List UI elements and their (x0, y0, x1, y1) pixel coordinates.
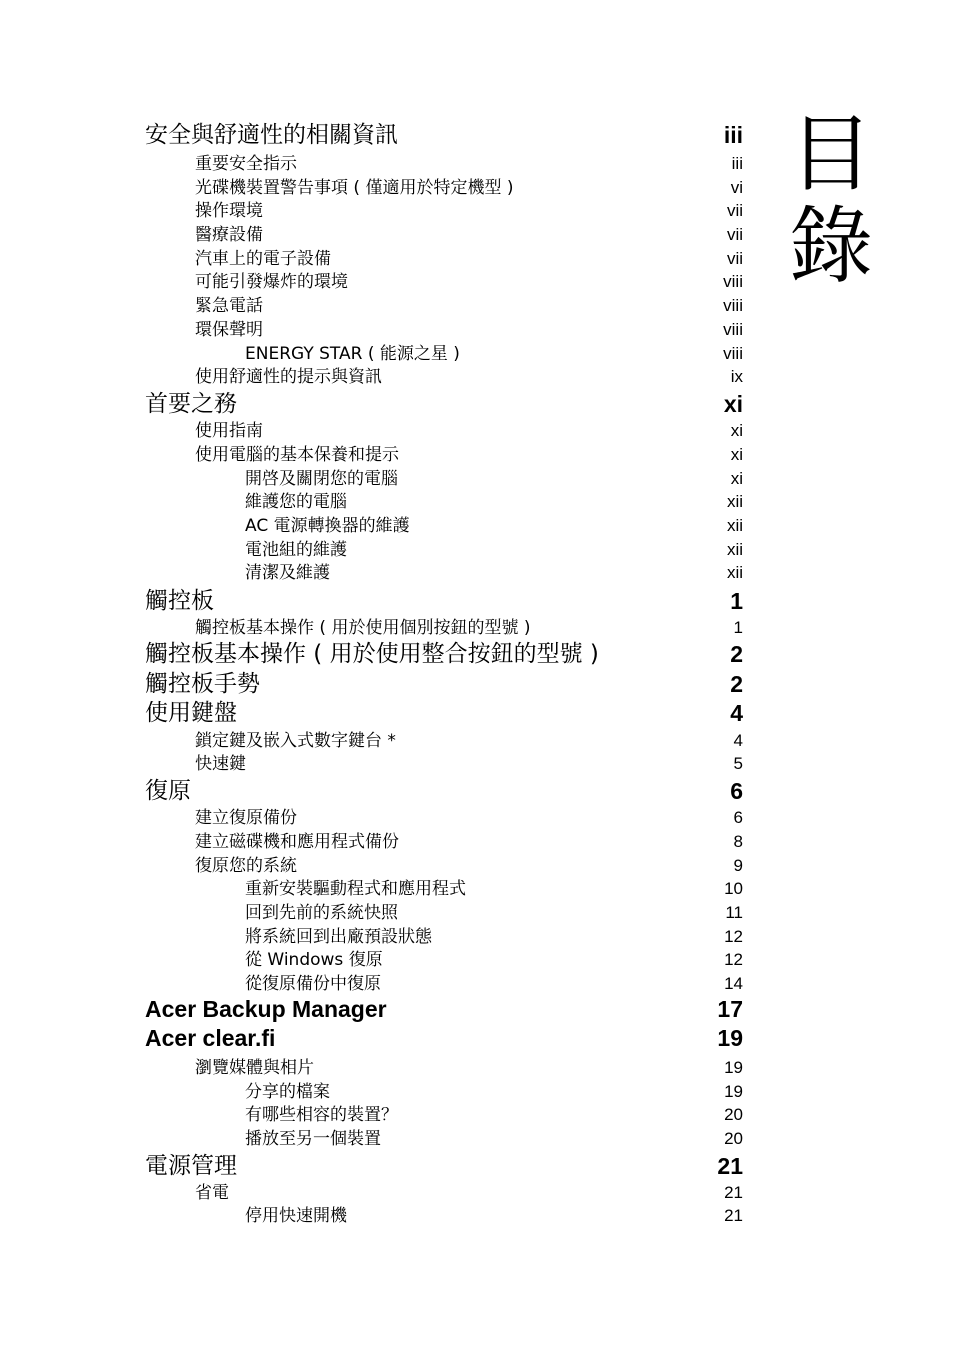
toc-entry[interactable] (0, 364, 954, 388)
toc-entry-title: 汽車上的電子設備 (195, 249, 331, 269)
toc-entry-title: 觸控板基本操作 ( 用於使用整合按鈕的型號 ) (145, 641, 599, 667)
toc-entry[interactable] (0, 947, 954, 971)
toc-entry-page: xi (723, 391, 743, 417)
toc-entry[interactable] (0, 993, 954, 1023)
toc-entry[interactable] (0, 853, 954, 877)
toc-entry-title: 觸控板 (145, 588, 214, 614)
toc-entry[interactable] (0, 293, 954, 317)
toc-entry-page: xi (730, 469, 743, 488)
toc-entry[interactable] (0, 1203, 954, 1227)
toc-entry-title: 復原 (145, 778, 191, 804)
toc-entry[interactable] (0, 876, 954, 900)
toc-entry-page: 21 (717, 1153, 743, 1179)
chapter-title-char-2: 錄 (788, 197, 873, 295)
toc-entry[interactable] (0, 513, 954, 537)
toc-entry[interactable] (0, 1102, 954, 1126)
toc-entry-page: 12 (724, 927, 743, 946)
toc-entry-page: 4 (733, 731, 743, 750)
toc-entry[interactable] (0, 971, 954, 995)
toc-entry-page: 9 (733, 856, 743, 875)
toc-entry-page: viii (723, 272, 743, 291)
toc-entry-title: 首要之務 (145, 391, 237, 417)
toc-entry[interactable] (0, 317, 954, 341)
toc-entry-page: vii (726, 201, 743, 220)
toc-entry[interactable] (0, 341, 954, 365)
toc-entry-page: viii (723, 296, 743, 315)
toc-entry[interactable] (0, 1180, 954, 1204)
toc-entry[interactable] (0, 638, 954, 668)
toc-entry-page: iii (731, 154, 743, 173)
toc-entry-page: 4 (730, 700, 743, 726)
toc-entry-title: Acer Backup Manager (145, 996, 387, 1022)
toc-entry-page: xii (726, 492, 743, 511)
toc-entry-title: 從 Windows 復原 (245, 950, 383, 970)
toc-entry-page: vii (726, 249, 743, 268)
toc-entry[interactable] (0, 805, 954, 829)
toc-entry-title: 有哪些相容的裝置？ (245, 1105, 398, 1125)
toc-entry[interactable] (0, 668, 954, 698)
toc-entry-title: 可能引發爆炸的環境 (195, 272, 348, 292)
toc-entry-title: 電池組的維護 (245, 540, 347, 560)
toc-entry-title: 觸控板基本操作 ( 用於使用個別按鈕的型號 ) (195, 618, 531, 638)
toc-entry-page: 10 (724, 879, 743, 898)
toc-entry[interactable] (0, 119, 954, 149)
toc-entry-page: 2 (730, 671, 743, 697)
toc-entry-page: 19 (724, 1058, 743, 1077)
toc-entry-title: 鎖定鍵及嵌入式數字鍵台 * (195, 731, 396, 751)
toc-entry-title: 開啓及關閉您的電腦 (245, 469, 398, 489)
toc-entry-title: 建立復原備份 (195, 808, 297, 828)
toc-entry[interactable] (0, 1022, 954, 1052)
toc-entry[interactable] (0, 1079, 954, 1103)
toc-entry-title: 停用快速開機 (245, 1206, 347, 1226)
toc-entry-page: viii (723, 344, 743, 363)
toc-entry-title: 省電 (195, 1183, 229, 1203)
toc-entry-page: 20 (724, 1129, 743, 1148)
toc-entry-title: 分享的檔案 (245, 1082, 330, 1102)
toc-entry[interactable] (0, 728, 954, 752)
toc-entry-page: 11 (725, 903, 743, 922)
toc-entry-title: 電源管理 (145, 1153, 237, 1179)
toc-entry-page: 8 (733, 832, 743, 851)
toc-entry-page: 21 (724, 1183, 743, 1202)
toc-entry-page: xii (726, 516, 743, 535)
toc-entry[interactable] (0, 900, 954, 924)
toc-entry[interactable] (0, 1126, 954, 1150)
toc-entry-title: 快速鍵 (195, 754, 246, 774)
toc-entry[interactable] (0, 269, 954, 293)
toc-entry-page: 2 (730, 641, 743, 667)
toc-entry-page: 17 (717, 996, 743, 1022)
toc-entry-page: xi (730, 445, 743, 464)
toc-entry[interactable] (0, 560, 954, 584)
toc-entry-page: 1 (730, 588, 743, 614)
toc-entry[interactable] (0, 388, 954, 418)
toc-entry-title: Acer clear.fi (145, 1025, 276, 1051)
toc-entry-title: 播放至另一個裝置 (245, 1129, 381, 1149)
toc-entry[interactable] (0, 537, 954, 561)
toc-entry-title: 從復原備份中復原 (245, 974, 381, 994)
toc-entry-title: 使用電腦的基本保養和提示 (195, 445, 399, 465)
toc-entry[interactable] (0, 466, 954, 490)
toc-entry-title: 緊急電話 (195, 296, 263, 316)
toc-entry-page: vi (730, 178, 743, 197)
toc-entry-title: 清潔及維護 (245, 563, 330, 583)
toc-entry[interactable] (0, 418, 954, 442)
toc-entry[interactable] (0, 175, 954, 199)
toc-entry-page: 6 (733, 808, 743, 827)
toc-entry-title: 使用鍵盤 (145, 700, 237, 726)
toc-entry-page: iii (723, 122, 743, 148)
toc-entry-page: ix (730, 367, 743, 386)
toc-entry-title: 環保聲明 (195, 320, 263, 340)
toc-entry[interactable] (0, 1055, 954, 1079)
toc-entry[interactable] (0, 1150, 954, 1180)
toc-entry[interactable] (0, 442, 954, 466)
toc-entry-page: 20 (724, 1105, 743, 1124)
toc-entry[interactable] (0, 489, 954, 513)
toc-entry-title: 建立磁碟機和應用程式備份 (195, 832, 399, 852)
toc-entry-page: 5 (733, 754, 743, 773)
toc-entry-title: 重新安裝驅動程式和應用程式 (245, 879, 466, 899)
toc-entry[interactable] (0, 198, 954, 222)
toc-entry-page: 1 (733, 618, 743, 637)
toc-entry-title: 將系統回到出廠預設狀態 (245, 927, 432, 947)
toc-entry-title: ENERGY STAR ( 能源之星 ) (245, 344, 460, 364)
toc-entry-page: 14 (724, 974, 743, 993)
toc-entry-title: AC 電源轉換器的維護 (245, 516, 410, 536)
toc-entry[interactable] (0, 924, 954, 948)
toc-entry[interactable] (0, 697, 954, 727)
toc-entry-page: vii (726, 225, 743, 244)
chapter-title-char-1: 目 (788, 105, 873, 203)
toc-entry[interactable] (0, 222, 954, 246)
toc-entry-title: 安全與舒適性的相關資訊 (145, 122, 398, 148)
toc-entry[interactable] (0, 615, 954, 639)
toc-entry-title: 使用指南 (195, 421, 263, 441)
toc-entry[interactable] (0, 775, 954, 805)
toc-entry-page: xii (726, 540, 743, 559)
toc-entry-title: 操作環境 (195, 201, 263, 221)
toc-entry-title: 回到先前的系統快照 (245, 903, 398, 923)
toc-entry-page: 6 (730, 778, 743, 804)
toc-entry[interactable] (0, 585, 954, 615)
toc-entry-title: 復原您的系統 (195, 856, 297, 876)
toc-entry-title: 光碟機裝置警告事項 ( 僅適用於特定機型 ) (195, 178, 514, 198)
toc-entry[interactable] (0, 829, 954, 853)
toc-entry-title: 重要安全指示 (195, 154, 297, 174)
toc-entry[interactable] (0, 246, 954, 270)
toc-entry-page: 21 (724, 1206, 743, 1225)
toc-entry-title: 觸控板手勢 (145, 671, 260, 697)
toc-entry-page: viii (723, 320, 743, 339)
toc-entry-title: 使用舒適性的提示與資訊 (195, 367, 382, 387)
toc-entry[interactable] (0, 751, 954, 775)
toc-entry-page: xi (730, 421, 743, 440)
toc-entry-title: 醫療設備 (195, 225, 263, 245)
toc-entry-page: 19 (724, 1082, 743, 1101)
toc-entry-page: 19 (717, 1025, 743, 1051)
toc-entry-page: 12 (724, 950, 743, 969)
toc-entry[interactable] (0, 151, 954, 175)
toc-entry-title: 瀏覽媒體與相片 (195, 1058, 314, 1078)
toc-entry-title: 維護您的電腦 (245, 492, 347, 512)
toc-entry-page: xii (726, 563, 743, 582)
